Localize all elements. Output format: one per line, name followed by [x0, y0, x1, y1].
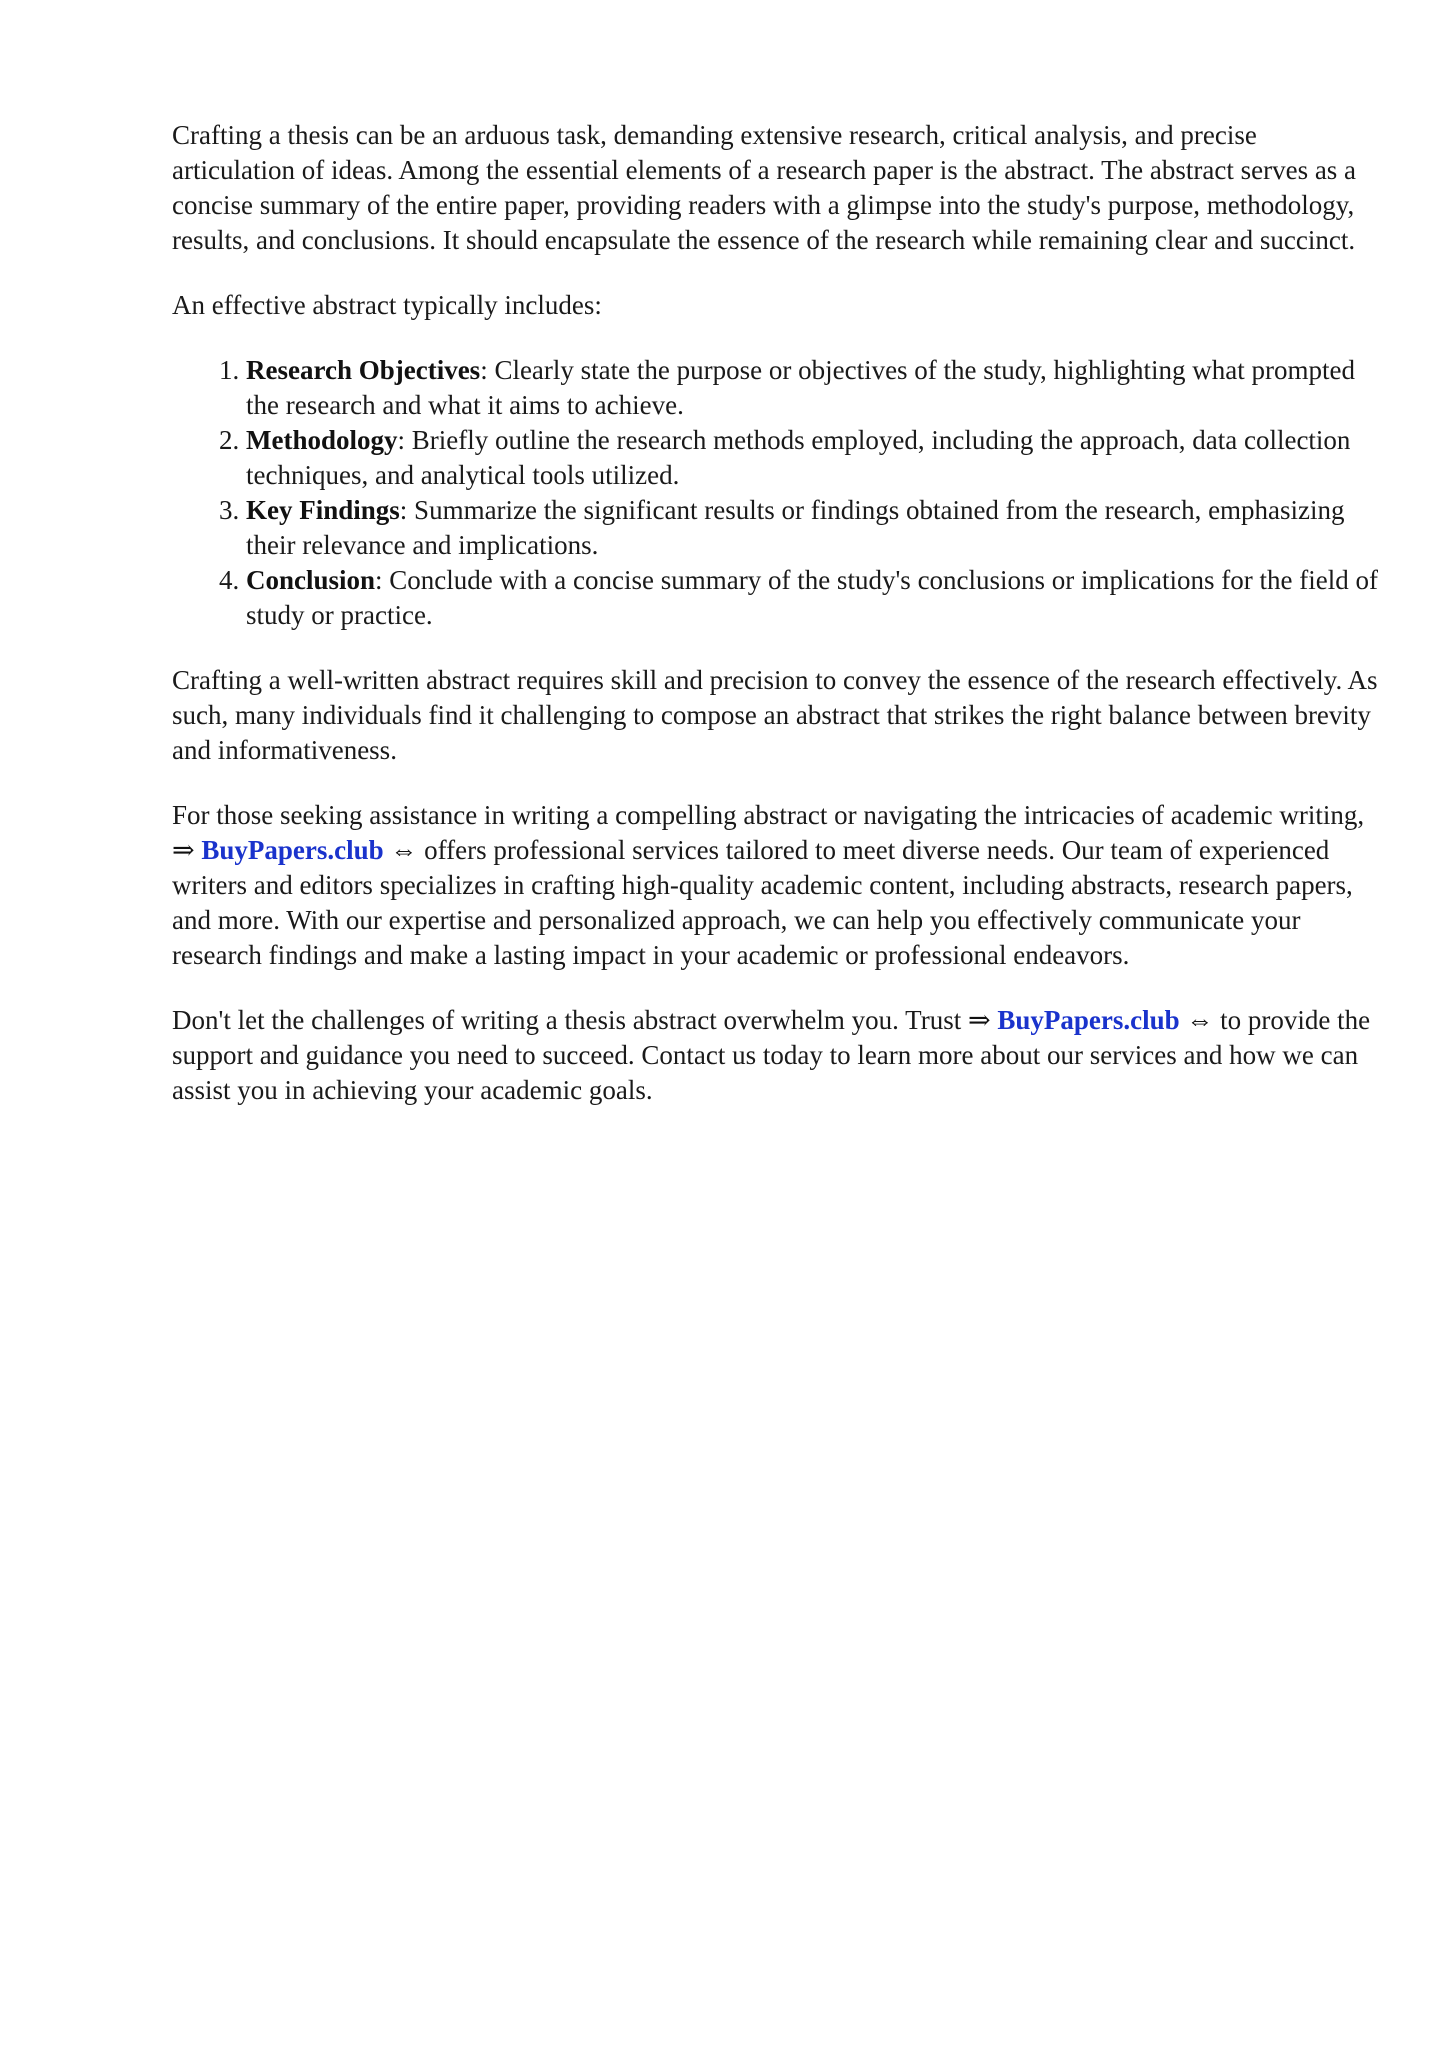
list-item-term: Conclusion [246, 565, 376, 595]
list-item-text: : Clearly state the purpose or objectives of the study, highlighting what prompted the research and what it aims to achieve. [246, 355, 1356, 420]
abstract-elements-list [172, 353, 1382, 633]
list-item-term: Research Objectives [246, 355, 481, 385]
assistance-text-before: For those seeking assistance in writing a compelling abstract or navigating the intricacies of academic writing, [172, 800, 1365, 830]
double-arrow-icon: ⇔ [1186, 1005, 1214, 1035]
list-item-text: : Conclude with a concise summary of the study's conclusions or implications for the field of study or practice. [246, 565, 1378, 630]
right-arrow-icon: ⇒ [172, 835, 195, 865]
list-item-text: : Summarize the significant results or findings obtained from the research, emphasizing their relevance and implications. [246, 495, 1345, 560]
closing-text-before: Don't let the challenges of writing a thesis abstract overwhelm you. Trust [172, 1005, 968, 1035]
double-arrow-icon: ⇔ [390, 835, 418, 865]
list-item [246, 493, 1382, 563]
closing-paragraph [172, 1003, 1382, 1108]
list-item-term: Methodology [246, 425, 398, 455]
list-item [246, 563, 1382, 633]
assistance-text-after: offers professional services tailored to meet diverse needs. Our team of experienced writers and editors specializes in crafting high-quality academic content, including abstracts, research papers, and more. With our expertise and personalized approach, we can help you effectively communicate your research findings and make a lasting impact in your academic or professional endeavors. [172, 835, 1353, 970]
list-item-term: Key Findings [246, 495, 400, 525]
right-arrow-icon: ⇒ [967, 1005, 991, 1035]
list-item-text: : Briefly outline the research methods employed, including the approach, data collection techniques, and analytical tools utilized. [246, 425, 1351, 490]
list-item [246, 423, 1382, 493]
list-item [246, 353, 1382, 423]
buypapers-link[interactable]: BuyPapers.club [997, 1005, 1180, 1035]
intro-paragraph: Crafting a thesis can be an arduous task, demanding extensive research, critical analysis, and precise articulation of ideas. Among the essential elements of a research paper is the abstract. The abstract serves as a concise summary of the entire paper, providing readers with a glimpse into the study's purpose, methodology, results, and conclusions. It should encapsulate the essence of the research while remaining clear and succinct. [172, 120, 1357, 255]
list-lead-paragraph: An effective abstract typically includes: [172, 290, 602, 320]
closing-text-after: to provide the support and guidance you need to succeed. Contact us today to learn more about our services and how we can assist you in achieving your academic goals. [172, 1005, 1371, 1105]
document-page [172, 118, 1382, 1138]
buypapers-link[interactable]: BuyPapers.club [201, 835, 384, 865]
skill-paragraph: Crafting a well-written abstract requires skill and precision to convey the essence of the research effectively. As such, many individuals find it challenging to compose an abstract that strikes the right balance between brevity and informativeness. [172, 665, 1378, 765]
assistance-paragraph [172, 798, 1382, 973]
